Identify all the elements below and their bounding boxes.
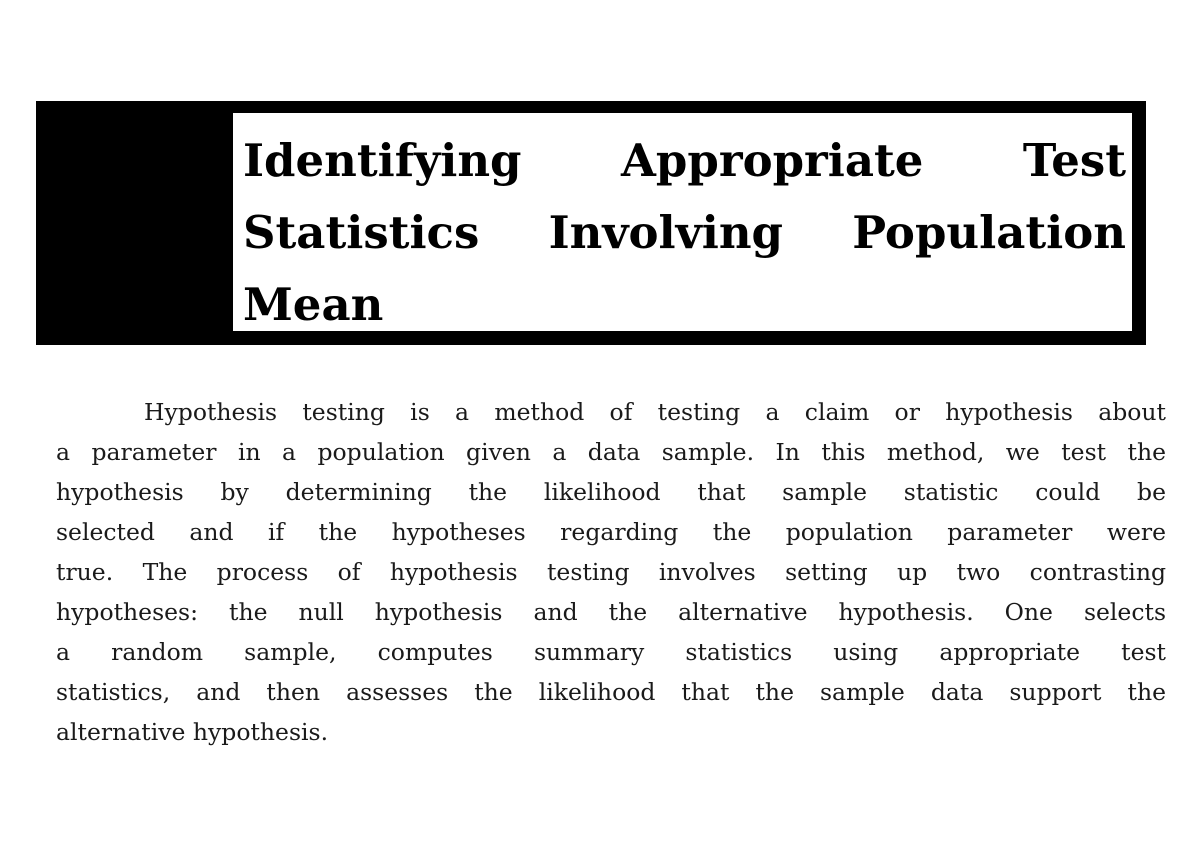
paragraph-line: hypothesis by determining the likelihood that sample statistic could be	[56, 478, 1166, 506]
paragraph-line: alternative hypothesis.	[56, 718, 329, 746]
paragraph-line: Hypothesis testing is a method of testing a claim or hypothesis about	[144, 398, 1166, 426]
paragraph-line: a parameter in a population given a data sample. In this method, we test the	[56, 438, 1166, 466]
page-title-line-2: Statistics Involving Population	[243, 206, 1126, 259]
paragraph-line: statistics, and then assesses the likelihood that the sample data support the	[56, 678, 1166, 706]
page-title-line-3: Mean	[243, 278, 384, 331]
paragraph-line: true. The process of hypothesis testing involves setting up two contrasting	[56, 558, 1166, 586]
body-paragraph	[56, 392, 1166, 752]
paragraph-line: a random sample, computes summary statistics using appropriate test	[56, 638, 1166, 666]
paragraph-line: hypotheses: the null hypothesis and the alternative hypothesis. One selects	[56, 598, 1166, 626]
paragraph-line: selected and if the hypotheses regarding the population parameter were	[56, 518, 1166, 546]
page-title-line-1: Identifying Appropriate Test	[243, 134, 1126, 187]
title-box	[233, 113, 1132, 331]
